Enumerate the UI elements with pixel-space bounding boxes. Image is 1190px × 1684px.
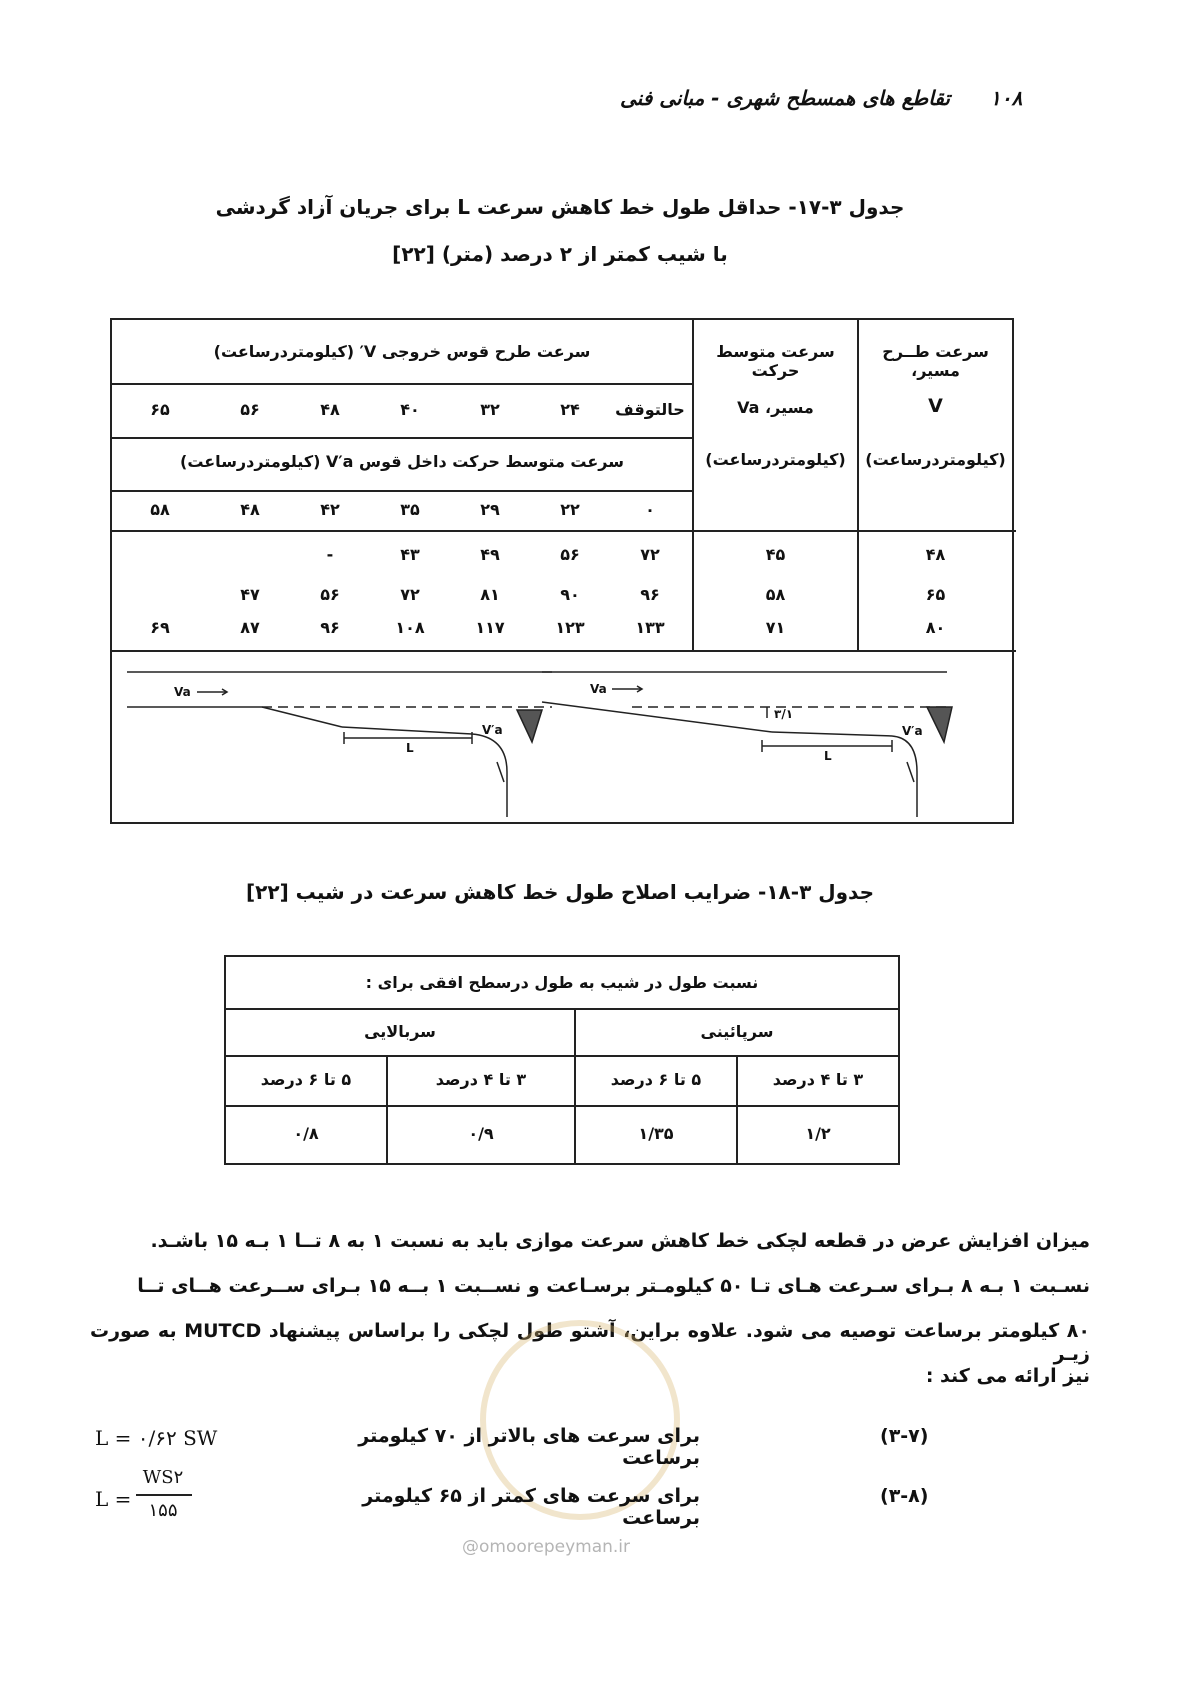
body-line: ۸۰ کیلومتر برساعت توصیه می شود. علاوه براین، آشتو طول لچکی را براساس پیشنهاد MUTCD به صورت زیـر	[90, 1320, 1090, 1365]
table-cell: ۵۶	[320, 585, 340, 604]
table-cell: ۱۱۷	[475, 618, 505, 637]
inner-curve-speed-header: سرعت متوسط حرکت داخل قوس V′a (کیلومتردرساعت)	[180, 452, 624, 471]
inner-speed: ۴۲	[320, 500, 340, 519]
right-offset-label: ۳/۱	[774, 707, 794, 721]
table2-caption: جدول ۳-۱۸- ضرایب اصلاح طول خط کاهش سرعت در شیب [۲۲]	[246, 880, 874, 904]
body-line: نیز ارائه می کند :	[925, 1365, 1090, 1387]
fraction-denominator: ۱۵۵	[148, 1500, 178, 1521]
table-cell: ۶۹	[150, 618, 170, 637]
body-line: میزان افزایش عرض در قطعه لچکی خط کاهش سرعت موازی باید به نسبت ۱ به ۸ تــا ۱ بـه ۱۵ باشـد.	[150, 1230, 1090, 1252]
fraction-bar	[136, 1494, 192, 1496]
grade-adjustment-table	[224, 955, 900, 1165]
equation-condition: برای سرعت های بالاتر از ۷۰ کیلومتر برساعت	[358, 1425, 700, 1469]
page-number: ۱۰۸	[990, 86, 1023, 110]
table-cell: ۴۷	[240, 585, 260, 604]
table-cell: ۸۷	[240, 618, 260, 637]
exit-speed: ۵۶	[240, 400, 260, 419]
row-design-speed: ۴۸	[925, 545, 946, 564]
exit-speed: ۴۰	[400, 400, 420, 419]
deceleration-lane-diagram	[112, 652, 1012, 822]
row-design-speed: ۸۰	[925, 618, 946, 637]
left-vpa-label: V′a	[482, 723, 503, 737]
subheader: ۳ تا ۴ درصد	[772, 1070, 864, 1089]
row-avg-speed: ۵۸	[765, 585, 786, 604]
avg-speed-symbol: مسیر، Va	[737, 398, 814, 417]
table-cell: ۴۹	[480, 545, 500, 564]
table1-caption-line2: با شیب کمتر از ۲ درصد (متر) [۲۲]	[392, 242, 728, 266]
equation-condition: برای سرعت های کمتر از ۶۵ کیلومتر برساعت	[362, 1485, 700, 1529]
table-cell: ۵۶	[560, 545, 580, 564]
design-speed-unit: (کیلومتردرساعت)	[865, 450, 1006, 469]
table-cell: ۹۶	[640, 585, 660, 604]
inner-speed: ۲۲	[560, 500, 580, 519]
table-cell: ۹۶	[320, 618, 340, 637]
left-va-label: Va	[174, 685, 191, 699]
row-design-speed: ۶۵	[925, 585, 946, 604]
watermark-text: @omoorepeyman.ir	[462, 1537, 631, 1557]
running-header-title: تقاطع های همسطح شهری - مبانی فنی	[620, 86, 950, 110]
design-speed-symbol: V	[928, 395, 943, 417]
row-avg-speed: ۷۱	[765, 618, 786, 637]
table-cell: ۱۲۳	[555, 618, 585, 637]
table-cell: ۷۲	[400, 585, 420, 604]
exit-speed: ۳۲	[480, 400, 500, 419]
inner-speed: ۰	[645, 500, 655, 519]
left-L-label: L	[406, 741, 414, 755]
table-cell: ۱/۳۵	[638, 1124, 674, 1143]
exit-speed: ۶۵	[150, 400, 170, 419]
inner-speed: ۵۸	[150, 500, 170, 519]
inner-speed: ۴۸	[240, 500, 260, 519]
equation-number: (۳-۸)	[880, 1485, 929, 1507]
body-line: نسـبت ۱ بـه ۸ بـرای سـرعت هـای تـا ۵۰ کیلومـتر برسـاعت و نســبت ۱ بــه ۱۵ بـرای ســرعت هــای تــا	[137, 1275, 1090, 1297]
exit-speed: حالتوقف	[615, 400, 685, 419]
group-uphill: سربالایی	[364, 1022, 436, 1041]
avg-speed-unit: (کیلومتردرساعت)	[705, 450, 846, 469]
table-cell: -	[326, 545, 334, 564]
right-L-label: L	[824, 749, 832, 763]
fraction-numerator: WS۲	[142, 1467, 184, 1488]
subheader: ۵ تا ۶ درصد	[260, 1070, 352, 1089]
table-cell: ۰/۸	[293, 1124, 319, 1143]
equation-lhs: L =	[95, 1487, 132, 1511]
table-cell: ۸۱	[480, 585, 500, 604]
avg-speed-header: سرعت متوسط حرکت	[716, 342, 835, 380]
design-speed-header: سرعت طــرح مسیر،	[882, 342, 989, 380]
table1-caption-line1: جدول ۳-۱۷- حداقل طول خط کاهش سرعت L برای جریان آزاد گردشی	[215, 195, 905, 219]
table-cell: ۱/۲	[805, 1124, 831, 1143]
exit-speed: ۴۸	[320, 400, 340, 419]
right-vpa-label: V′a	[902, 724, 923, 738]
table-cell: ۱۳۳	[635, 618, 665, 637]
subheader: ۳ تا ۴ درصد	[435, 1070, 527, 1089]
table-cell: ۹۰	[560, 585, 580, 604]
right-va-label: Va	[590, 682, 607, 696]
table-cell: ۴۳	[400, 545, 420, 564]
deceleration-length-table	[110, 318, 1014, 824]
table-cell: ۷۲	[640, 545, 660, 564]
group-downhill: سرپائینی	[700, 1022, 774, 1041]
equation-number: (۳-۷)	[880, 1425, 929, 1447]
subheader: ۵ تا ۶ درصد	[610, 1070, 702, 1089]
exit-curve-speed-header: سرعت طرح قوس خروجی V′ (کیلومتردرساعت)	[213, 342, 591, 361]
table-cell: ۱۰۸	[395, 618, 425, 637]
exit-speed: ۲۴	[560, 400, 580, 419]
table-cell: ۰/۹	[468, 1124, 494, 1143]
row-avg-speed: ۴۵	[765, 545, 786, 564]
equation-formula: L = ۰/۶۲ SW	[95, 1426, 218, 1450]
table2-title: نسبت طول در شیب به طول درسطح افقی برای :	[365, 973, 759, 992]
inner-speed: ۲۹	[480, 500, 500, 519]
inner-speed: ۳۵	[400, 500, 420, 519]
